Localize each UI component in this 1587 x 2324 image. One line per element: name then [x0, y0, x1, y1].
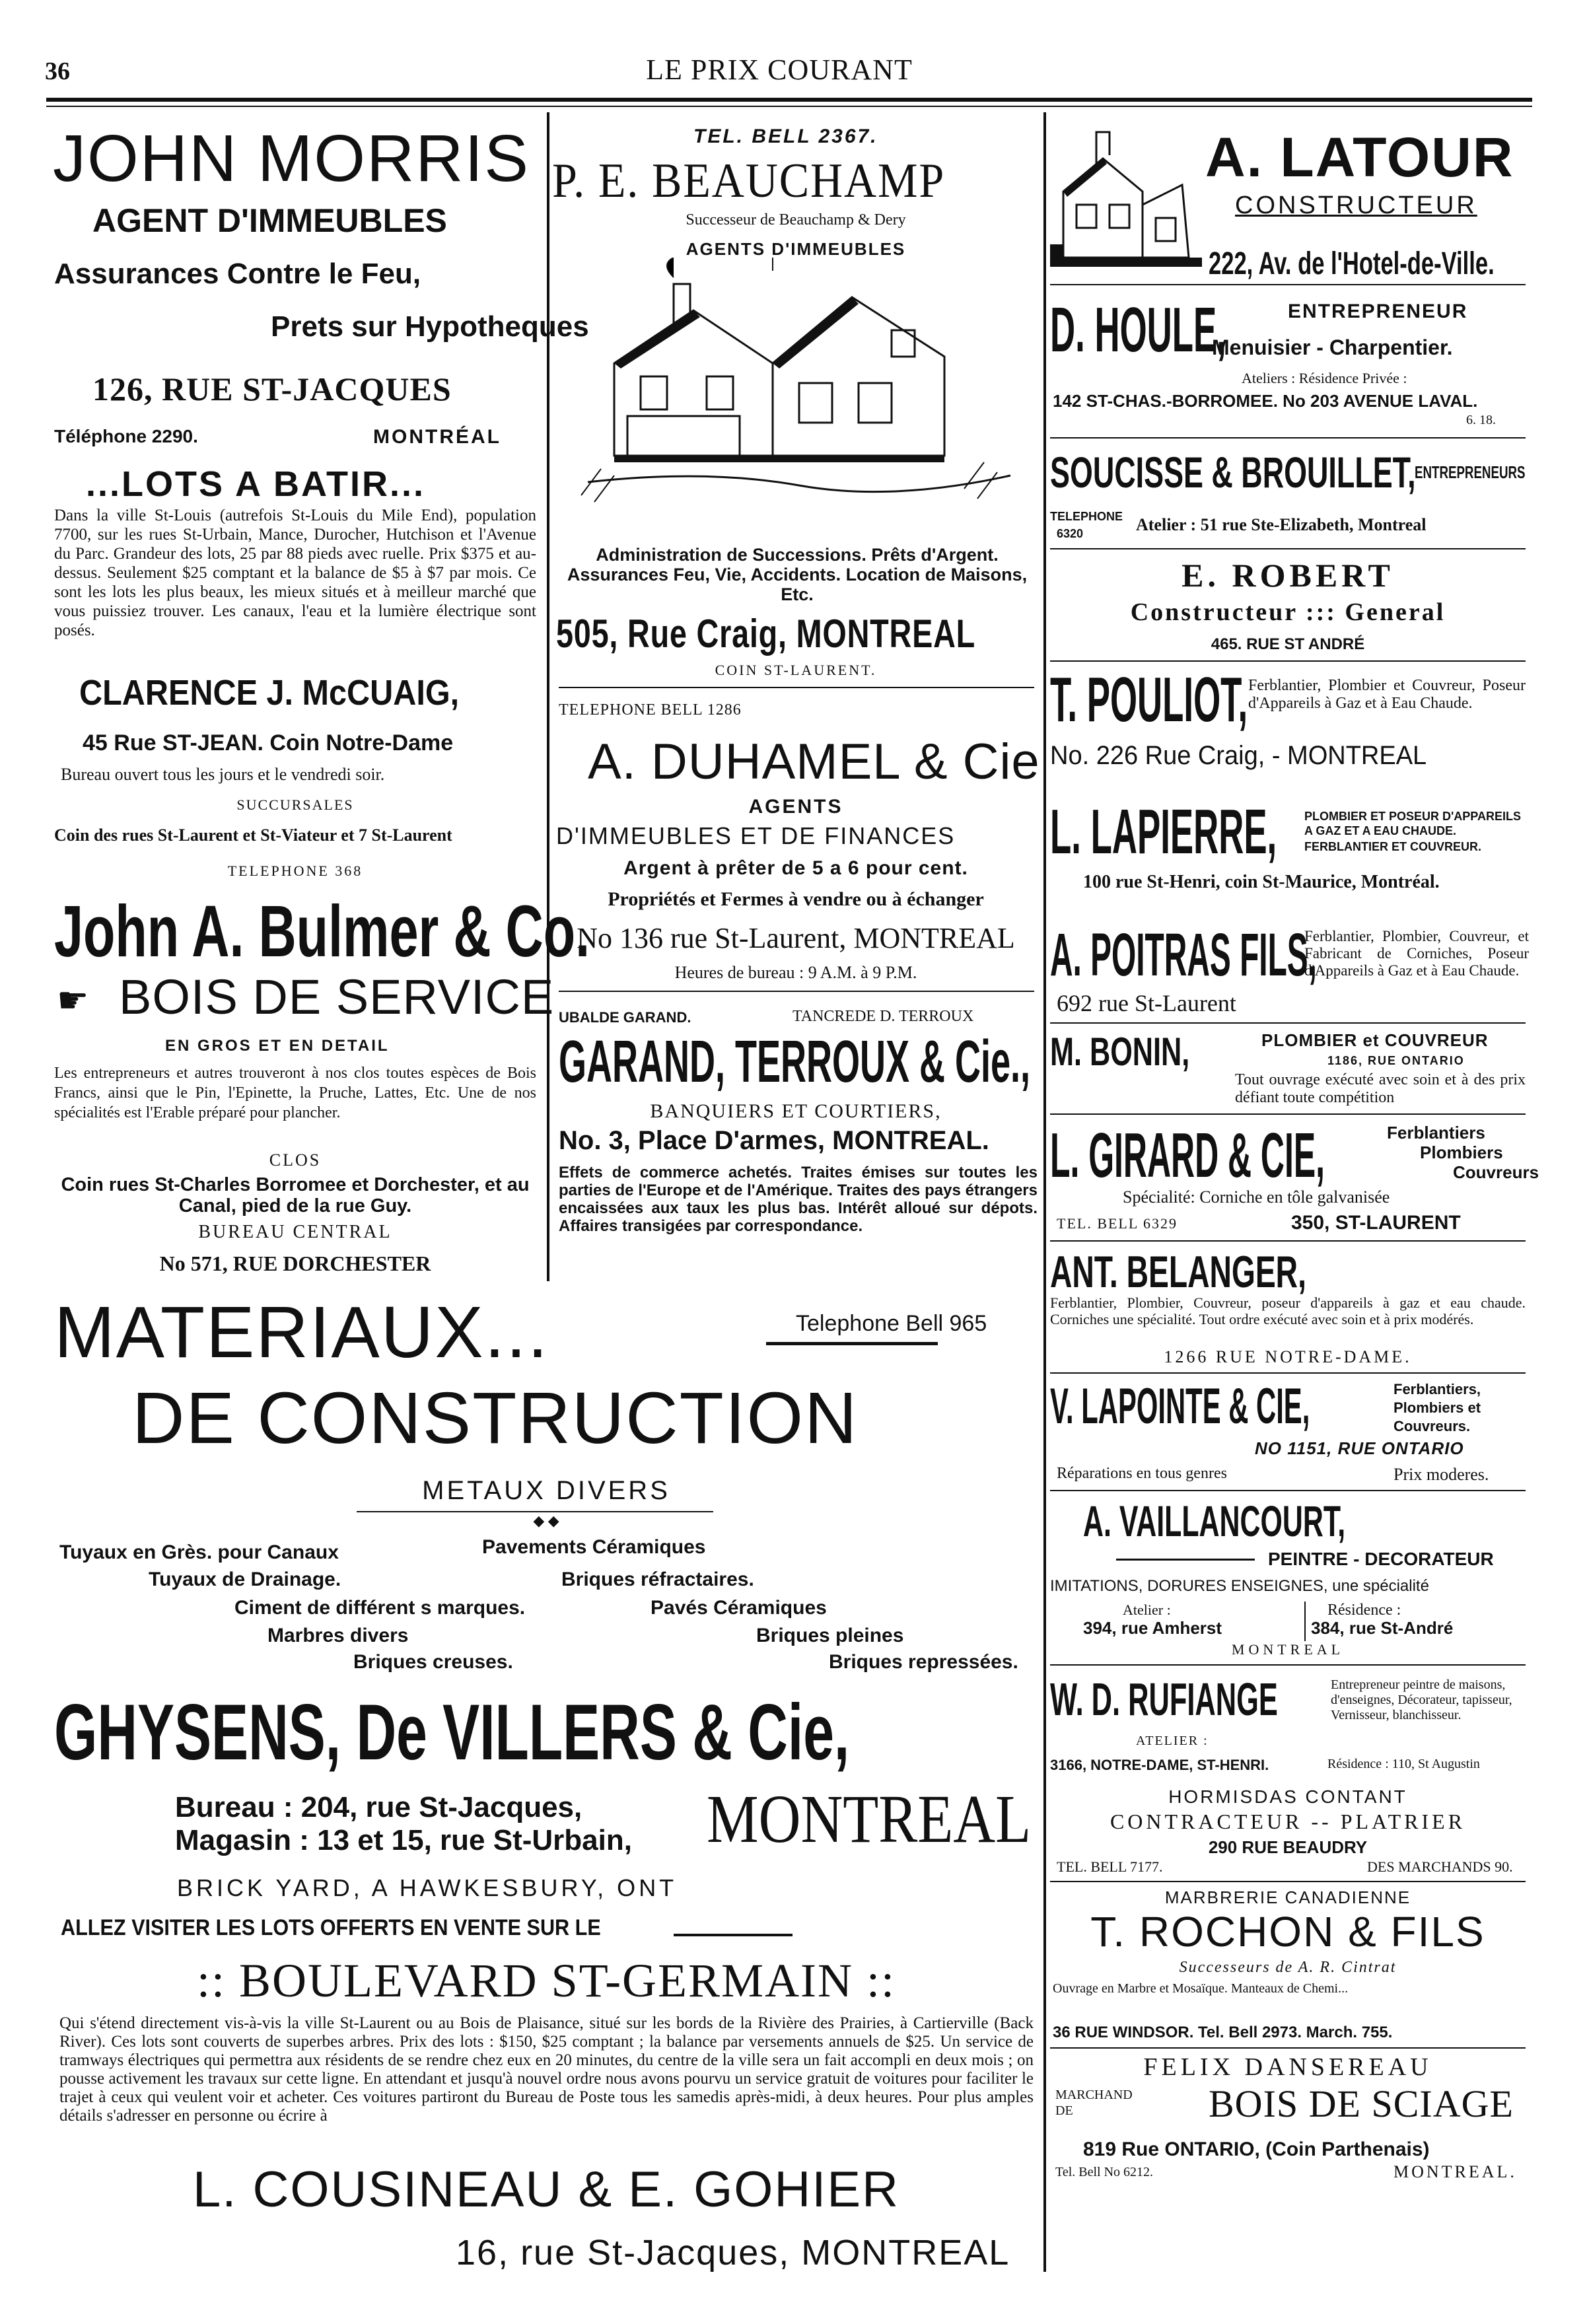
materiaux-bureau: Bureau : 204, rue St-Jacques, — [175, 1791, 582, 1823]
dansereau-address: 819 Rue ONTARIO, (Coin Parthenais) — [1083, 2138, 1430, 2160]
bulmer-clos-label: CLOS — [269, 1150, 322, 1170]
duhamel-rule — [559, 991, 1034, 992]
pouliot-address: No. 226 Rue Craig, - MONTREAL — [1050, 741, 1427, 770]
vaillancourt-residence-label: Résidence : — [1327, 1602, 1401, 1619]
rochon-top: MARBRERIE CANADIENNE — [1164, 1887, 1411, 1907]
beauchamp-tel: TEL. BELL 2367. — [693, 125, 878, 147]
soucisse-name: SOUCISSE & BROUILLET, — [1050, 448, 1416, 497]
girard-phone: TEL. BELL 6329 — [1057, 1215, 1178, 1232]
beauchamp-successor: Successeur de Beauchamp & Dery — [686, 211, 906, 229]
bonin-text: Tout ouvrage exécuté avec soin et à des prix défiant toute compétition — [1235, 1071, 1526, 1106]
vaillancourt-atelier-label: Atelier : — [1123, 1602, 1171, 1618]
pouliot-trade: Ferblantier, Plombier et Couvreur, Poseur d'Appareils à Gaz et à Eau Chaude. — [1248, 677, 1526, 712]
materiaux-item-left-1: Tuyaux en Grès. pour Canaux — [59, 1541, 339, 1563]
beauchamp-address: 505, Rue Craig, MONTREAL — [556, 612, 976, 656]
vaillancourt-specialty: IMITATIONS, DORURES ENSEIGNES, une spécialité — [1050, 1577, 1429, 1595]
materiaux-phone-rule — [766, 1342, 938, 1345]
boulevard-intro-rule — [674, 1934, 793, 1936]
rufiange-residence: Résidence : 110, St Augustin — [1327, 1757, 1480, 1771]
latour-role: CONSTRUCTEUR — [1235, 192, 1477, 219]
bulmer-clos: Coin rues St-Charles Borromee et Dorchester, et au Canal, pied de la rue Guy. — [61, 1174, 530, 1216]
pouliot-name: T. POULIOT, — [1050, 664, 1248, 735]
materiaux-brickyard: BRICK YARD, A HAWKESBURY, ONT — [177, 1874, 678, 1901]
materiaux-magasin: Magasin : 13 et 15, rue St-Urbain, — [175, 1824, 632, 1856]
vaillancourt-name: A. VAILLANCOURT, — [1083, 1497, 1346, 1545]
rochon-text: Ouvrage en Marbre et Mosaïque. Manteaux de Chemi... — [1053, 1981, 1349, 1996]
girard-text: Spécialité: Corniche en tôle galvanisée — [1123, 1187, 1390, 1207]
latour-name: A. LATOUR — [1205, 126, 1514, 188]
houle-labels: Ateliers : Résidence Privée : — [1242, 370, 1407, 386]
rufiange-atelier: 3166, NOTRE-DAME, ST-HENRI. — [1050, 1757, 1269, 1773]
girard-address: 350, ST-LAURENT — [1291, 1212, 1461, 1234]
materiaux-item-right-2: Briques réfractaires. — [561, 1568, 754, 1590]
girard-role3: Couvreurs — [1453, 1162, 1539, 1182]
lapointe-prices: Prix moderes. — [1393, 1465, 1489, 1484]
rufiange-trade: Entrepreneur peintre de maisons, d'enseignes, Décorateur, tapisseur, Vernisseur, blanchisseur. — [1331, 1677, 1512, 1722]
belanger-rule — [1050, 1372, 1526, 1374]
rochon-successors: Successeurs de A. R. Cintrat — [1179, 1959, 1397, 1976]
mccuaig-phone: TELEPHONE 368 — [227, 863, 363, 879]
materiaux-diamond-icon: ◆ ◆ — [533, 1512, 559, 1529]
garand-name: GARAND, TERROUX & Cie., — [559, 1029, 1031, 1095]
lots-heading: ...LOTS A BATIR... — [86, 464, 425, 504]
materiaux-item-right-3: Pavés Céramiques — [651, 1597, 827, 1619]
bulmer-name: John A. Bulmer & Co. — [54, 891, 590, 972]
rochon-name: T. ROCHON & FILS — [1090, 1908, 1485, 1955]
dansereau-phone: Tel. Bell No 6212. — [1055, 2165, 1154, 2179]
bonin-role: PLOMBIER et COUVREUR — [1261, 1030, 1489, 1050]
robert-name: E. ROBERT — [1181, 557, 1394, 594]
bonin-address: 1186, RUE ONTARIO — [1327, 1054, 1465, 1067]
page-title: LE PRIX COURANT — [646, 53, 913, 86]
bonin-rule — [1050, 1113, 1526, 1115]
poitras-address: 692 rue St-Laurent — [1057, 990, 1236, 1016]
houle-role: ENTREPRENEUR — [1288, 300, 1468, 322]
rochon-rule — [1050, 2047, 1526, 2049]
soucisse-rule — [1050, 548, 1526, 549]
beauchamp-rule — [559, 687, 1034, 688]
materiaux-item-right-4: Briques pleines — [756, 1625, 904, 1646]
garand-text: Effets de commerce achetés. Traites émises sur toutes les parties de l'Europe et de l'Amérique. Traites des pays étrangers encaissées aux taux les plus bas. Intérêt alloué sur dépots. Affaires transigées par correspondance. — [559, 1164, 1038, 1235]
bulmer-office-label: BUREAU CENTRAL — [198, 1222, 392, 1242]
column-divider-2 — [1043, 112, 1046, 2272]
duhamel-phone: TELEPHONE BELL 1286 — [559, 701, 742, 719]
vaillancourt-divider — [1304, 1602, 1306, 1641]
poitras-trade: Ferblantier, Plombier, Couvreur, et Fabricant de Corniches, Poseur d'Appareils à Gaz et à Eau Chaude. — [1304, 928, 1529, 979]
contant-rule — [1050, 1881, 1526, 1882]
materiaux-company: GHYSENS, De VILLERS & Cie, — [54, 1688, 850, 1777]
duhamel-role: AGENTS — [748, 796, 843, 818]
garand-address: No. 3, Place D'armes, MONTREAL. — [559, 1126, 989, 1155]
contant-name: HORMISDAS CONTANT — [1168, 1786, 1407, 1807]
lapointe-address: NO 1151, RUE ONTARIO — [1255, 1438, 1464, 1458]
poitras-rule — [1050, 1022, 1526, 1024]
lapointe-rule — [1050, 1490, 1526, 1491]
soucisse-phone: 6320 — [1057, 527, 1084, 540]
house-illustration — [575, 258, 1024, 535]
belanger-address: 1266 RUE NOTRE-DAME. — [1164, 1347, 1412, 1366]
morris-address: 126, RUE ST-JACQUES — [92, 370, 452, 407]
dansereau-city: MONTREAL. — [1393, 2162, 1517, 2181]
duhamel-line3: Propriétés et Fermes à vendre ou à échanger — [608, 888, 984, 910]
beauchamp-name: P. E. BEAUCHAMP — [552, 154, 946, 208]
beauchamp-role: AGENTS D'IMMEUBLES — [686, 239, 906, 259]
materiaux-title2: DE CONSTRUCTION — [132, 1378, 859, 1459]
rufiange-atelier-label: ATELIER : — [1136, 1734, 1209, 1748]
materiaux-item-left-5: Briques creuses. — [353, 1651, 513, 1673]
morris-line2: Prets sur Hypotheques — [271, 310, 589, 343]
materiaux-item-left-2: Tuyaux de Drainage. — [149, 1568, 341, 1590]
boulevard-text: Qui s'étend directement vis-à-vis la ville St-Laurent ou au Bois de Plaisance, situé sur les bords de la Rivière des Prairies, à Cartierville (Back River). Ces lots sont couverts de superbes arbres. Prix des lots : $150, $25 comptant ; la balance par versements annuels de $25. Un service de tramways électriques qui permettra aux résidents de se rendre chez eux en 20 minutes, du centre de la ville sera un fait accompli en deux mois ; on pousse activement les travaux sur cette ligne. En attendant et jusqu'à nouvel ordre nous avons pourvu un service gratuit de voitures pour faciliter le trajet à ceux qui veulent voir et acheter. Ces voitures partiront du Bureau de Poste tous les samedis après-midi, à deux heures. Pour plus amples détails s'adresser en personne ou écrire à — [59, 2014, 1034, 2125]
beauchamp-services: Administration de Successions. Prêts d'Argent. Assurances Feu, Vie, Accidents. Location de Maisons, Etc. — [567, 545, 1028, 604]
beauchamp-corner: COIN ST-LAURENT. — [715, 662, 877, 678]
mccuaig-branches: Coin des rues St-Laurent et St-Viateur et 7 St-Laurent — [54, 826, 452, 845]
houle-rule — [1050, 437, 1526, 439]
morris-city: MONTRÉAL — [373, 426, 501, 448]
duhamel-hours: Heures de bureau : 9 A.M. à 9 P.M. — [674, 963, 917, 982]
garand-role: BANQUIERS ET COURTIERS, — [650, 1100, 942, 1122]
header-rule-thin — [46, 106, 1532, 107]
materiaux-title1: MATERIAUX... — [54, 1292, 549, 1373]
vaillancourt-city: MONTREAL — [1231, 1641, 1345, 1658]
soucisse-role: ENTREPRENEURS — [1415, 462, 1526, 482]
lapierre-address: 100 rue St-Henri, coin St-Maurice, Montréal. — [1083, 872, 1440, 892]
bulmer-headline: BOIS DE SERVICE — [119, 969, 555, 1024]
girard-name: L. GIRARD & CIE, — [1050, 1120, 1325, 1191]
materiaux-city: MONTREAL — [707, 1781, 1032, 1857]
morris-name: JOHN MORRIS — [53, 122, 530, 195]
boulevard-address: 16, rue St-Jacques, MONTREAL — [456, 2233, 1010, 2272]
materiaux-item-right-5: Briques repressées. — [829, 1651, 1018, 1673]
dansereau-sub1: MARCHAND DE — [1055, 2088, 1133, 2118]
latour-address: 222, Av. de l'Hotel-de-Ville. — [1209, 246, 1495, 281]
lapierre-trade2: FERBLANTIER ET COUVREUR. — [1304, 840, 1482, 853]
mccuaig-name: CLARENCE J. McCUAIG, — [79, 673, 460, 713]
robert-rule — [1050, 660, 1526, 662]
rochon-address: 36 RUE WINDSOR. Tel. Bell 2973. March. 755. — [1053, 2024, 1393, 2041]
houle-address: 142 ST-CHAS.-BORROMEE. No 203 AVENUE LAVAL. — [1053, 391, 1478, 411]
pointing-hand-icon: ☛ — [57, 981, 89, 1020]
garand-partner1: UBALDE GARAND. — [559, 1009, 691, 1026]
robert-role: Constructeur ::: General — [1130, 598, 1446, 626]
morris-line1: Assurances Contre le Feu, — [54, 258, 421, 290]
mccuaig-address: 45 Rue ST-JEAN. Coin Notre-Dame — [83, 730, 454, 756]
materiaux-item-left-3: Ciment de différent s marques. — [234, 1597, 526, 1619]
belanger-text: Ferblantier, Plombier, Couvreur, poseur d'appareils à gaz et eau chaude. Corniches une spécialité. Tout ordre exécuté avec soin et à prix modérés. — [1050, 1294, 1526, 1327]
bulmer-text: Les entrepreneurs et autres trouveront à nos clos toutes espèces de Bois Francs, ainsi que le Pin, l'Epinette, la Pruche, Lattes, Etc. Une de nos spécialités est l'Erable préparé pour plancher. — [54, 1065, 536, 1121]
vaillancourt-role: PEINTRE - DECORATEUR — [1268, 1549, 1494, 1569]
bulmer-sub: EN GROS ET EN DETAIL — [165, 1037, 390, 1055]
page-number: 36 — [45, 57, 70, 85]
boulevard-intro: ALLEZ VISITER LES LOTS OFFERTS EN VENTE SUR LE — [61, 1915, 601, 1940]
mccuaig-branches-label: SUCCURSALES — [236, 796, 354, 813]
lapierre-name: L. LAPIERRE, — [1050, 796, 1277, 867]
materiaux-item-right-1: Pavements Céramiques — [482, 1536, 706, 1558]
houle-phone: 6. 18. — [1466, 413, 1496, 427]
dansereau-headline: BOIS DE SCIAGE — [1209, 2082, 1514, 2125]
garand-partner2: TANCREDE D. TERROUX — [793, 1008, 974, 1025]
belanger-name: ANT. BELANGER, — [1050, 1247, 1306, 1297]
boulevard-title: :: BOULEVARD ST-GERMAIN :: — [196, 1954, 896, 2007]
bulmer-office: No 571, RUE DORCHESTER — [159, 1251, 431, 1275]
contant-phone: TEL. BELL 7177. — [1057, 1858, 1163, 1875]
building-illustration — [1050, 125, 1202, 277]
houle-name: D. HOULE, — [1050, 295, 1226, 365]
duhamel-address: No 136 rue St-Laurent, MONTREAL — [577, 922, 1015, 954]
morris-role: AGENT D'IMMEUBLES — [92, 202, 447, 239]
lapointe-name: V. LAPOINTE & CIE, — [1050, 1378, 1310, 1434]
morris-phone: Téléphone 2290. — [54, 426, 198, 446]
materiaux-sub: METAUX DIVERS — [422, 1476, 670, 1505]
vaillancourt-residence: 384, rue St-André — [1311, 1618, 1454, 1638]
duhamel-line1: D'IMMEUBLES ET DE FINANCES — [556, 822, 956, 849]
robert-address: 465. RUE ST ANDRÉ — [1211, 635, 1365, 653]
column-divider-1 — [547, 112, 549, 1281]
girard-role1: Ferblantiers — [1387, 1123, 1485, 1143]
houle-trade: Menuisier - Charpentier. — [1212, 335, 1453, 359]
header-rule-thick — [46, 98, 1532, 102]
poitras-name: A. POITRAS FILS, — [1050, 921, 1318, 989]
girard-role2: Plombiers — [1420, 1143, 1503, 1162]
materiaux-phone: Telephone Bell 965 — [796, 1311, 987, 1336]
materiaux-item-left-4: Marbres divers — [267, 1625, 409, 1646]
mccuaig-hours: Bureau ouvert tous les jours et le vendredi soir. — [61, 765, 385, 784]
vaillancourt-swash — [1116, 1559, 1255, 1561]
dansereau-name: FELIX DANSEREAU — [1143, 2053, 1432, 2081]
contant-role: CONTRACTEUR -- PLATRIER — [1110, 1810, 1466, 1833]
rufiange-name: W. D. RUFIANGE — [1050, 1673, 1278, 1725]
duhamel-line2: Argent à prêter de 5 a 6 pour cent. — [623, 857, 968, 879]
vaillancourt-atelier: 394, rue Amherst — [1083, 1618, 1222, 1638]
lapointe-repairs: Réparations en tous genres — [1057, 1465, 1227, 1482]
contant-phone2: DES MARCHANDS 90. — [1367, 1858, 1513, 1875]
soucisse-phone-label: TELEPHONE — [1050, 510, 1123, 523]
duhamel-name: A. DUHAMEL & Cie — [588, 734, 1040, 790]
girard-rule — [1050, 1240, 1526, 1242]
contant-address: 290 RUE BEAUDRY — [1208, 1837, 1368, 1857]
lapointe-trade: Ferblantiers, Plombiers et Couvreurs. — [1393, 1381, 1481, 1434]
vaillancourt-rule — [1050, 1664, 1526, 1666]
soucisse-atelier: Atelier : 51 rue Ste-Elizabeth, Montreal — [1136, 515, 1427, 534]
lapierre-trade1: PLOMBIER ET POSEUR D'APPAREILS A GAZ ET A EAU CHAUDE. — [1304, 810, 1521, 837]
bonin-name: M. BONIN, — [1050, 1030, 1190, 1074]
lots-text: Dans la ville St-Louis (autrefois St-Louis du Mile End), population 7700, sur les rues St-Urbain, Mance, Durocher, Hutchison et l'Avenue du Parc. Grandeur des lots, 25 par 88 pieds avec ruelle. Prix $375 et au-dessus. Seulement $25 comptant et la balance de $5 à $7 par mois. Ce sont les lots les plus beaux, les mieux situés et à meilleur marché que vous puissiez trouver. Les canaux, l'eau et la lumière électrique sont posés. — [54, 507, 536, 639]
latour-rule — [1050, 284, 1526, 285]
boulevard-names: L. COUSINEAU & E. GOHIER — [193, 2162, 899, 2218]
